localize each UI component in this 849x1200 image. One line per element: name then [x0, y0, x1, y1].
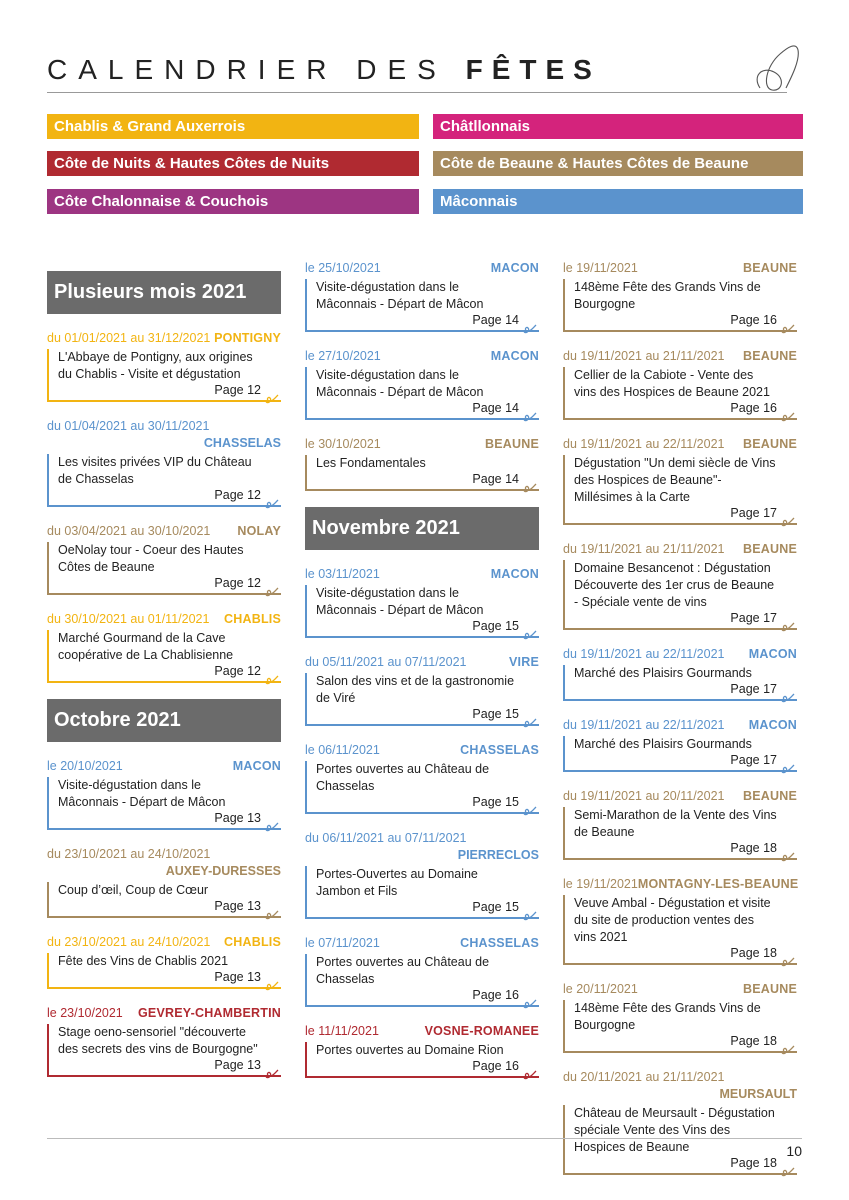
event-date: du 19/11/2021 au 22/11/2021: [563, 647, 725, 661]
curl-icon: [265, 583, 279, 597]
event-place: NOLAY: [237, 524, 281, 538]
event-place: CHABLIS: [224, 612, 281, 626]
curl-icon: [265, 495, 279, 509]
event-page-ref: Page 12: [214, 488, 261, 502]
event-place: MACON: [490, 261, 539, 275]
event-item: [47, 846, 281, 918]
column-1: [47, 260, 281, 1093]
event-date: du 06/11/2021 au 07/11/2021: [305, 831, 467, 845]
title-underline: [47, 92, 787, 93]
event-place: BEAUNE: [743, 437, 797, 451]
event-place: CHASSELAS: [203, 436, 281, 450]
event-title: Marché des Plaisirs Gourmands: [574, 737, 752, 751]
event-page-ref: Page 14: [472, 401, 519, 415]
curl-icon: [523, 714, 537, 728]
event-place: BEAUNE: [743, 542, 797, 556]
event-title: Visite-dégustation dans le Mâconnais - Départ de Mâcon: [316, 280, 484, 311]
event-date: du 05/11/2021 au 07/11/2021: [305, 655, 467, 669]
curl-icon: [781, 760, 795, 774]
event-page-ref: Page 17: [730, 506, 777, 520]
event-page-ref: Page 18: [730, 841, 777, 855]
curl-icon: [781, 320, 795, 334]
curl-icon: [781, 953, 795, 967]
curl-icon: [265, 977, 279, 991]
event-place: MACON: [748, 647, 797, 661]
event-item: [47, 1005, 281, 1077]
page-title: [47, 54, 601, 86]
event-place: PONTIGNY: [214, 331, 281, 345]
event-place: MEURSAULT: [719, 1087, 797, 1101]
curl-icon: [781, 1163, 795, 1177]
event-page-ref: Page 12: [214, 383, 261, 397]
event-date: le 20/11/2021: [563, 982, 638, 996]
curl-icon: [781, 689, 795, 703]
event-date: le 20/10/2021: [47, 759, 123, 773]
event-item: [563, 646, 797, 701]
event-date: le 19/11/2021: [563, 261, 638, 275]
event-page-ref: Page 13: [214, 811, 261, 825]
event-title: Château de Meursault - Dégustation spéciale Vente des Vins des Hospices de Beaune: [574, 1106, 775, 1154]
event-item: [305, 742, 539, 814]
event-page-ref: Page 16: [472, 1059, 519, 1073]
event-title: Fête des Vins de Chablis 2021: [58, 954, 229, 968]
event-place: BEAUNE: [743, 261, 797, 275]
event-place: BEAUNE: [743, 982, 797, 996]
curl-icon: [523, 479, 537, 493]
curl-icon: [781, 848, 795, 862]
event-item: [47, 523, 281, 595]
curl-icon: [523, 907, 537, 921]
event-item: [305, 566, 539, 638]
event-title: Marché des Plaisirs Gourmands: [574, 666, 752, 680]
event-place: MACON: [490, 567, 539, 581]
column-2: [305, 260, 539, 1094]
region-label: Chablis & Grand Auxerrois: [47, 114, 419, 139]
event-place: BEAUNE: [485, 437, 539, 451]
event-place: VOSNE-ROMANEE: [424, 1024, 539, 1038]
region-label: Côte Chalonnaise & Couchois: [47, 189, 419, 214]
event-title: Domaine Besancenot : Dégustation Découverte des 1er crus de Beaune - Spéciale vente de vins: [574, 561, 775, 609]
event-date: du 20/11/2021 au 21/11/2021: [563, 1070, 725, 1084]
month-header: Octobre 2021: [47, 699, 281, 742]
event-title: 148ème Fête des Grands Vins de Bourgogne: [574, 280, 761, 311]
event-title: Stage oeno-sensoriel "découverte des secrets des vins de Bourgogne": [58, 1025, 258, 1056]
event-title: Visite-dégustation dans le Mâconnais - Départ de Mâcon: [58, 778, 226, 809]
event-date: le 03/11/2021: [305, 567, 380, 581]
event-item: [305, 260, 539, 332]
event-item: [47, 611, 281, 683]
region-label: Mâconnais: [433, 189, 803, 214]
event-place: GEVREY-CHAMBERTIN: [138, 1006, 281, 1020]
event-title: Dégustation "Un demi siècle de Vins des Hospices de Beaune"- Millésimes à la Carte: [574, 456, 776, 504]
event-page-ref: Page 17: [730, 753, 777, 767]
event-item: [47, 330, 281, 402]
event-date: du 23/10/2021 au 24/10/2021: [47, 847, 211, 861]
region-label: Côte de Beaune & Hautes Côtes de Beaune: [433, 151, 803, 176]
event-place: MACON: [748, 718, 797, 732]
event-date: le 23/10/2021: [47, 1006, 123, 1020]
event-page-ref: Page 14: [472, 313, 519, 327]
curl-icon: [523, 408, 537, 422]
event-title: Les visites privées VIP du Château de Chasselas: [58, 455, 252, 486]
event-page-ref: Page 13: [214, 899, 261, 913]
curl-icon: [781, 408, 795, 422]
footer-rule: [47, 1138, 802, 1139]
title-light: CALENDRIER DES: [47, 54, 447, 85]
event-place: VIRE: [509, 655, 539, 669]
event-title: Visite-dégustation dans le Mâconnais - Départ de Mâcon: [316, 368, 484, 399]
event-title: Portes ouvertes au Château de Chasselas: [316, 762, 490, 793]
event-date: le 30/10/2021: [305, 437, 381, 451]
event-page-ref: Page 18: [730, 1156, 777, 1170]
event-page-ref: Page 14: [472, 472, 519, 486]
event-item: [305, 436, 539, 491]
event-page-ref: Page 15: [472, 619, 519, 633]
event-item: [305, 1023, 539, 1078]
event-date: le 06/11/2021: [305, 743, 380, 757]
event-date: du 03/04/2021 au 30/10/2021: [47, 524, 211, 538]
event-title: Semi-Marathon de la Vente des Vins de Beaune: [574, 808, 777, 839]
event-date: du 19/11/2021 au 22/11/2021: [563, 437, 725, 451]
event-date: du 19/11/2021 au 21/11/2021: [563, 349, 725, 363]
event-title: Marché Gourmand de la Cave coopérative de La Chablisienne: [58, 631, 234, 662]
region-label: Châtllonnais: [433, 114, 803, 139]
event-title: OeNolay tour - Coeur des Hautes Côtes de Beaune: [58, 543, 244, 574]
event-date: le 25/10/2021: [305, 261, 381, 275]
event-date: du 01/01/2021 au 31/12/2021: [47, 331, 211, 345]
event-place: AUXEY-DURESSES: [165, 864, 281, 878]
event-title: Portes ouvertes au Domaine Rion: [316, 1043, 504, 1057]
event-date: du 19/11/2021 au 22/11/2021: [563, 718, 725, 732]
event-title: 148ème Fête des Grands Vins de Bourgogne: [574, 1001, 761, 1032]
event-date: le 11/11/2021: [305, 1024, 379, 1038]
curl-icon: [781, 618, 795, 632]
curl-icon: [523, 626, 537, 640]
month-header: Novembre 2021: [305, 507, 539, 550]
event-date: le 19/11/2021: [563, 877, 638, 891]
event-item: [563, 876, 797, 965]
event-date: du 19/11/2021 au 20/11/2021: [563, 789, 725, 803]
event-place: CHABLIS: [224, 935, 281, 949]
event-page-ref: Page 15: [472, 900, 519, 914]
event-item: [305, 830, 539, 919]
event-place: MONTAGNY-LES-BEAUNE: [637, 877, 799, 891]
event-page-ref: Page 16: [730, 313, 777, 327]
event-item: [563, 717, 797, 772]
event-page-ref: Page 12: [214, 576, 261, 590]
curl-icon: [781, 1041, 795, 1055]
event-place: PIERRECLOS: [457, 848, 539, 862]
event-item: [47, 758, 281, 830]
event-item: [47, 934, 281, 989]
event-place: CHASSELAS: [460, 743, 539, 757]
page-number: 10: [786, 1143, 802, 1159]
curl-icon: [781, 513, 795, 527]
event-item: [563, 1069, 797, 1175]
event-place: MACON: [490, 349, 539, 363]
event-place: BEAUNE: [743, 349, 797, 363]
event-item: [305, 348, 539, 420]
event-item: [563, 788, 797, 860]
curl-icon: [523, 320, 537, 334]
event-date: du 30/10/2021 au 01/11/2021: [47, 612, 210, 626]
event-page-ref: Page 16: [472, 988, 519, 1002]
event-title: Portes ouvertes au Château de Chasselas: [316, 955, 490, 986]
curl-icon: [265, 906, 279, 920]
event-title: Coup d’œil, Coup de Cœur: [58, 883, 209, 897]
event-page-ref: Page 13: [214, 1058, 261, 1072]
event-title: Les Fondamentales: [316, 456, 426, 470]
curl-icon: [265, 671, 279, 685]
curl-icon: [523, 995, 537, 1009]
event-page-ref: Page 18: [730, 1034, 777, 1048]
event-title: Cellier de la Cabiote - Vente des vins des Hospices de Beaune 2021: [574, 368, 770, 399]
event-page-ref: Page 17: [730, 682, 777, 696]
event-date: du 23/10/2021 au 24/10/2021: [47, 935, 211, 949]
event-item: [563, 981, 797, 1053]
event-page-ref: Page 15: [472, 707, 519, 721]
event-date: le 07/11/2021: [305, 936, 380, 950]
curl-icon: [523, 1066, 537, 1080]
event-place: MACON: [232, 759, 281, 773]
column-3: [563, 260, 797, 1191]
event-title: Visite-dégustation dans le Mâconnais - Départ de Mâcon: [316, 586, 484, 617]
event-item: [47, 418, 281, 507]
month-header: Plusieurs mois 2021: [47, 271, 281, 314]
curl-icon: [265, 1065, 279, 1079]
event-title: Portes-Ouvertes au Domaine Jambon et Fils: [316, 867, 478, 898]
region-label: Côte de Nuits & Hautes Côtes de Nuits: [47, 151, 419, 176]
event-item: [563, 436, 797, 525]
curl-icon: [523, 802, 537, 816]
event-page-ref: Page 16: [730, 401, 777, 415]
event-place: CHASSELAS: [460, 936, 539, 950]
event-date: le 27/10/2021: [305, 349, 381, 363]
event-item: [563, 541, 797, 630]
event-date: du 19/11/2021 au 21/11/2021: [563, 542, 725, 556]
event-page-ref: Page 13: [214, 970, 261, 984]
event-item: [563, 348, 797, 420]
event-item: [305, 935, 539, 1007]
event-place: BEAUNE: [743, 789, 797, 803]
event-date: du 01/04/2021 au 30/11/2021: [47, 419, 210, 433]
event-title: Veuve Ambal - Dégustation et visite du site de production ventes des vins 2021: [574, 896, 771, 944]
event-item: [563, 260, 797, 332]
curl-icon: [265, 818, 279, 832]
title-bold: FÊTES: [465, 54, 601, 85]
event-title: L'Abbaye de Pontigny, aux origines du Chablis - Visite et dégustation: [58, 350, 253, 381]
event-item: [305, 654, 539, 726]
curl-icon: [265, 390, 279, 404]
event-title: Salon des vins et de la gastronomie de Viré: [316, 674, 515, 705]
event-page-ref: Page 18: [730, 946, 777, 960]
event-page-ref: Page 15: [472, 795, 519, 809]
event-page-ref: Page 12: [214, 664, 261, 678]
event-page-ref: Page 17: [730, 611, 777, 625]
swirl-icon: [752, 36, 802, 96]
